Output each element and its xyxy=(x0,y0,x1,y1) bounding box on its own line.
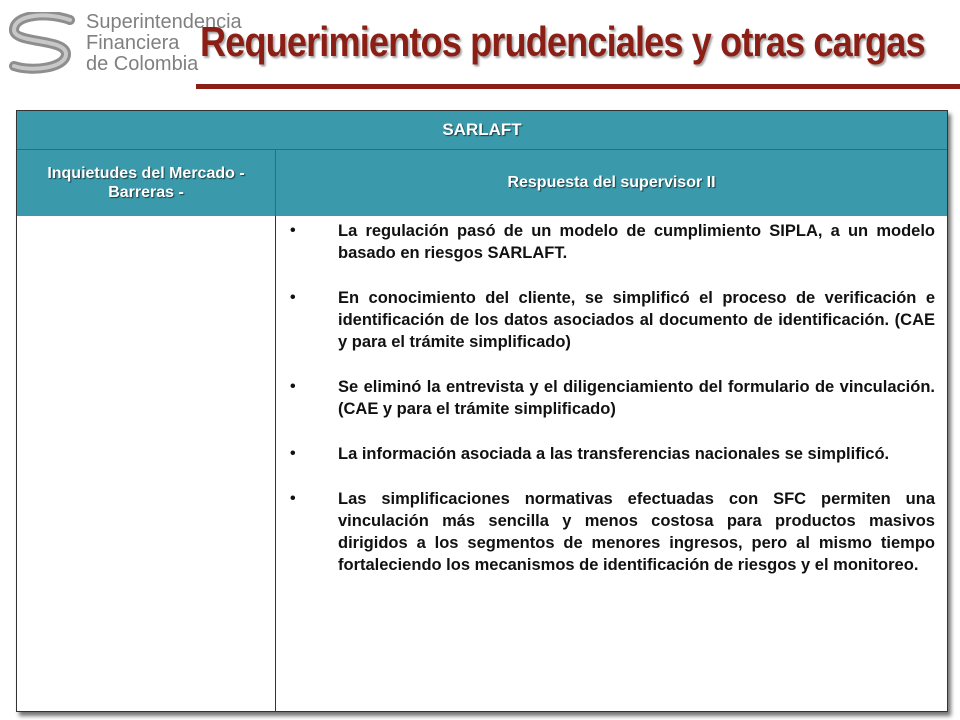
response-bullet-list xyxy=(276,220,947,599)
bullet-icon: • xyxy=(290,490,296,507)
slide-title: Requerimientos prudenciales y otras cargas xyxy=(200,18,925,65)
logo-line-1: Superintendencia xyxy=(86,11,242,33)
bullet-text: La información asociada a las transferencias nacionales se simplificó. xyxy=(338,445,890,463)
table-subheader-row xyxy=(17,149,947,216)
list-item xyxy=(276,287,947,353)
list-item xyxy=(276,376,947,420)
bullet-text: Se eliminó la entrevista y el diligenciamiento del formulario de vinculación. (CAE y para el trámite simplificado) xyxy=(338,378,935,418)
bullet-text: Las simplificaciones normativas efectuadas con SFC permiten una vinculación más sencilla y menos costosa para productos masivos dirigidos a los segmentos de menores ingresos, pero al mismo tiempo fortaleciendo los mecanismos de identificación de riesgos y el monitoreo. xyxy=(338,490,935,574)
logo-line-3: de Colombia xyxy=(86,53,199,75)
supervisor-response-cell xyxy=(276,216,947,711)
sfc-logo xyxy=(8,10,242,76)
column-header-supervisor-response: Respuesta del supervisor II xyxy=(507,174,716,191)
market-concerns-cell xyxy=(17,216,276,711)
bullet-text: En conocimiento del cliente, se simplificó el proceso de verificación e identificación de los datos asociados al documento de identificación. (CAE y para el trámite simplificado) xyxy=(338,289,935,351)
column-header-market-concerns: Inquietudes del Mercado - Barreras - xyxy=(17,150,276,216)
list-item xyxy=(276,443,947,465)
bullet-icon: • xyxy=(290,222,296,239)
list-item xyxy=(276,488,947,576)
bullet-icon: • xyxy=(290,378,296,395)
title-divider xyxy=(196,84,960,89)
logo-line-2: Financiera xyxy=(86,32,180,54)
table-header: SARLAFT xyxy=(17,111,947,149)
list-item xyxy=(276,220,947,264)
bullet-text: La regulación pasó de un modelo de cumplimiento SIPLA, a un modelo basado en riesgos SARLAFT. xyxy=(338,222,935,262)
sarlaft-table xyxy=(16,110,948,712)
bullet-icon: • xyxy=(290,445,296,462)
sfc-logo-mark-icon xyxy=(8,12,78,74)
bullet-icon: • xyxy=(290,289,296,306)
